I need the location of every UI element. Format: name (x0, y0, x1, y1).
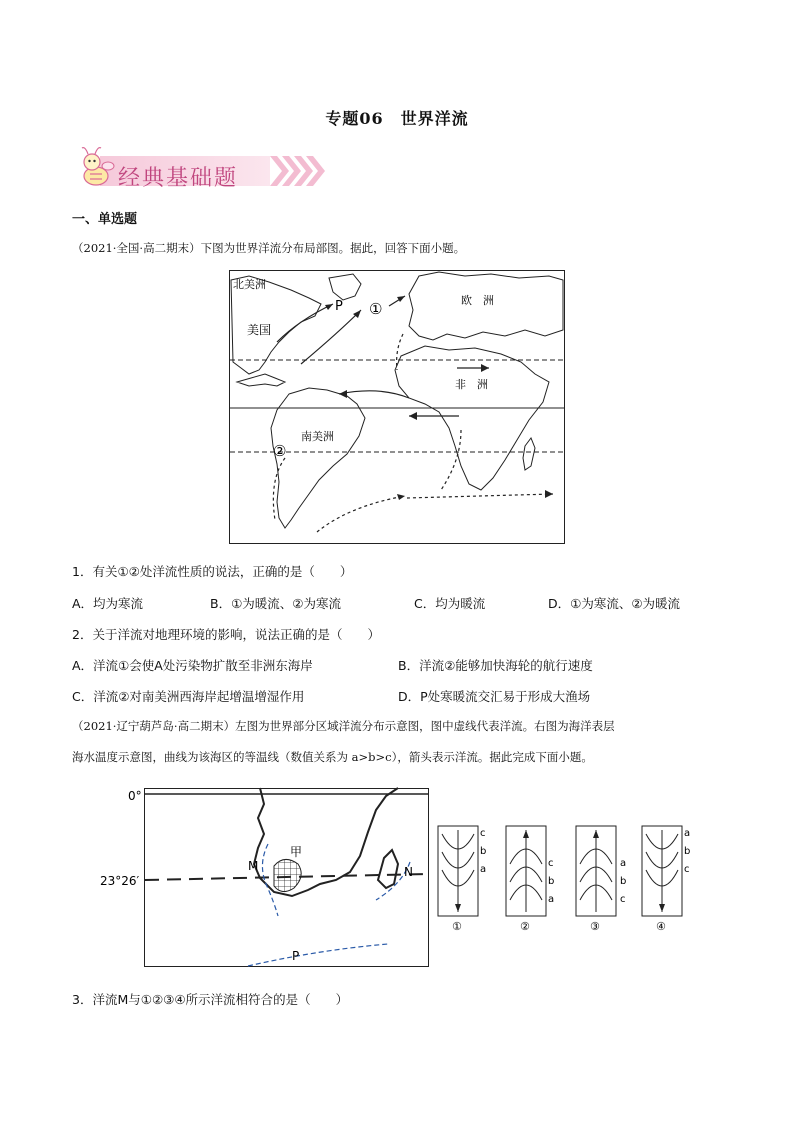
page-title: 专题06 世界洋流 (325, 109, 469, 128)
panel-2-label-mid: b (548, 876, 555, 887)
group1-intro: （2021·全国·高二期末）下图为世界洋流分布局部图。据此，回答下面小题。 (72, 241, 466, 255)
world-current-map (229, 270, 565, 544)
label-north-america: 北美洲 (233, 278, 266, 291)
panel-3-label-mid: b (620, 876, 627, 887)
section-heading: 一、单选题 (72, 212, 138, 227)
panel-3-id: ③ (590, 920, 600, 933)
label-usa: 美国 (247, 323, 272, 337)
panel-4-label-top: a (684, 828, 691, 839)
southern-africa-current-map (98, 784, 434, 974)
label-current-2: ② (273, 442, 287, 460)
isotherm-panels (436, 820, 700, 936)
isotherm-panel-1 (438, 826, 486, 933)
panel-3-label-top: a (620, 858, 627, 869)
label-south-america: 南美洲 (301, 430, 334, 443)
q1-option-d[interactable]: D．①为寒流、②为暖流 (548, 596, 681, 611)
panel-4-id: ④ (656, 920, 666, 933)
isotherm-panel-4 (642, 826, 690, 933)
panel-2-id: ② (520, 920, 530, 933)
q2-option-a[interactable]: A．洋流①会使A处污染物扩散至非洲东海岸 (72, 658, 313, 673)
q2-option-d[interactable]: D．P处寒暖流交汇易于形成大渔场 (398, 689, 591, 704)
label-current-1: ① (369, 300, 383, 318)
panel-1-label-top: c (480, 828, 486, 839)
panel-4-label-mid: b (684, 846, 691, 857)
group2-intro-line2: 海水温度示意图，曲线为该海区的等温线（数值关系为 a>b>c），箭头表示洋流。据此完成下面小题。 (72, 750, 593, 764)
label-equator: 0° (128, 789, 142, 803)
isotherm-panel-3 (576, 826, 626, 933)
isotherm-panel-2 (506, 826, 554, 933)
label-europe: 欧 洲 (461, 294, 494, 307)
banner-title: 经典基础题 (118, 166, 239, 191)
q1-option-b[interactable]: B．①为暖流、②为寒流 (210, 596, 341, 611)
panel-1-id: ① (452, 920, 462, 933)
q1-option-c[interactable]: C．均为暖流 (414, 596, 486, 611)
label-jia: 甲 (290, 845, 303, 859)
panel-1-label-bottom: a (480, 864, 487, 875)
label-n: N (404, 865, 413, 879)
panel-2-label-top: c (548, 858, 554, 869)
label-p: P (292, 949, 300, 963)
label-m: M (248, 859, 259, 873)
label-point-p: P (335, 299, 343, 314)
q1-option-a[interactable]: A．均为寒流 (72, 596, 144, 611)
panel-2-label-bottom: a (548, 894, 555, 905)
panel-4-label-bottom: c (684, 864, 690, 875)
question-2-stem: 2．关于洋流对地理环境的影响，说法正确的是（ ） (72, 627, 380, 642)
panel-3-label-bottom: c (620, 894, 626, 905)
label-africa: 非 洲 (455, 378, 488, 391)
q2-option-b[interactable]: B．洋流②能够加快海轮的航行速度 (398, 658, 593, 673)
label-tropic: 23°26′ (100, 874, 140, 888)
panel-1-label-mid: b (480, 846, 487, 857)
question-1-stem: 1．有关①②处洋流性质的说法，正确的是（ ） (72, 564, 353, 579)
q2-option-c[interactable]: C．洋流②对南美洲西海岸起增温增湿作用 (72, 689, 305, 704)
group2-intro-line1: （2021·辽宁葫芦岛·高二期末）左图为世界部分区域洋流分布示意图，图中虚线代表洋流。右图为海洋表层 (72, 719, 615, 733)
question-3-stem: 3．洋流M与①②③④所示洋流相符合的是（ ） (72, 992, 349, 1007)
